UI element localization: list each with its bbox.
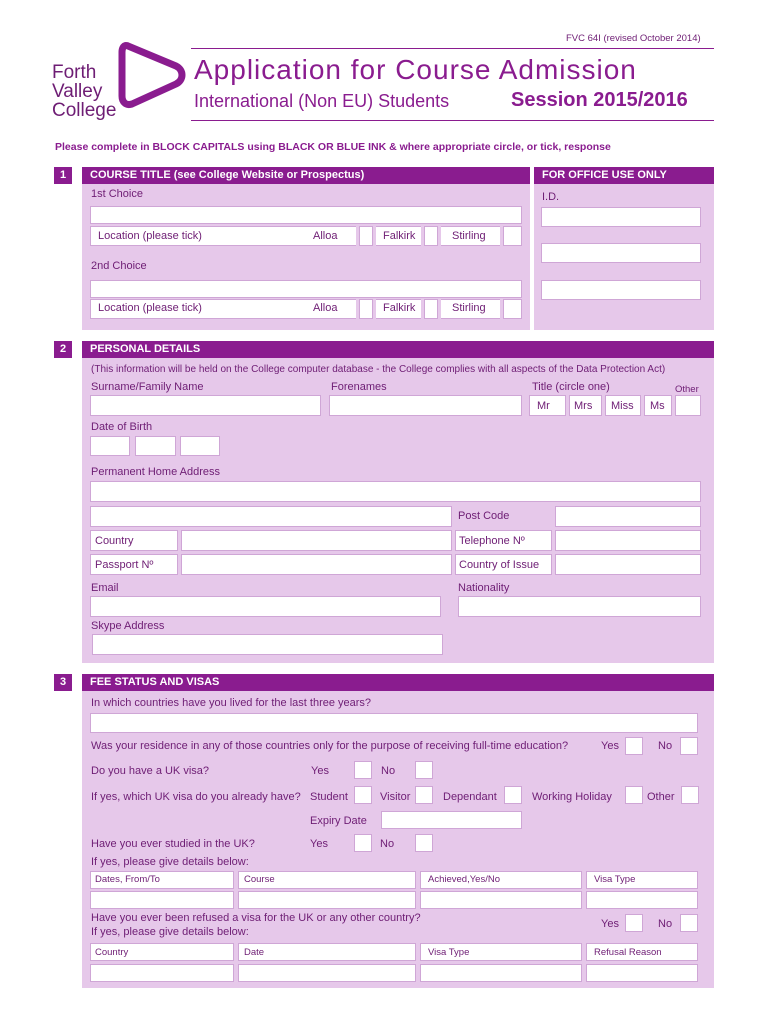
q-refused-no-label: No	[658, 918, 673, 930]
country-issue-label: Country of Issue	[459, 559, 540, 571]
telephone-input[interactable]	[555, 530, 701, 551]
second-choice-label: 2nd Choice	[91, 260, 147, 272]
details2-label: If yes, please give details below:	[91, 926, 249, 938]
details1-label: If yes, please give details below:	[91, 856, 249, 868]
alloa-label-2: Alloa	[313, 302, 338, 314]
section-2-title: PERSONAL DETAILS	[82, 341, 714, 358]
q-visa-yes-box[interactable]	[354, 761, 372, 779]
visa-student-box[interactable]	[354, 786, 372, 804]
visa-working-holiday-box[interactable]	[625, 786, 643, 804]
expiry-label: Expiry Date	[310, 815, 367, 827]
dob-day[interactable]	[90, 436, 130, 456]
study-col-achieved-label: Achieved,Yes/No	[428, 874, 501, 885]
postcode-input[interactable]	[555, 506, 701, 527]
q-studied-yes-label: Yes	[310, 838, 328, 850]
country-issue-input[interactable]	[555, 554, 701, 575]
q-residence-no-box[interactable]	[680, 737, 698, 755]
q-residence-yes-box[interactable]	[625, 737, 643, 755]
address-line-1[interactable]	[90, 481, 701, 502]
q-residence-label: Was your residence in any of those countries only for the purpose of receiving full-time education?	[91, 740, 569, 752]
visa-other-box[interactable]	[681, 786, 699, 804]
office-field-3[interactable]	[541, 280, 701, 300]
dob-month[interactable]	[135, 436, 176, 456]
section-1-title: COURSE TITLE (see College Website or Prospectus)	[82, 167, 530, 184]
q-lived-input[interactable]	[90, 713, 698, 733]
section-2-number: 2	[54, 341, 72, 358]
section-3-title: FEE STATUS AND VISAS	[82, 674, 714, 691]
address-line-2[interactable]	[90, 506, 452, 527]
visa-visitor-box[interactable]	[415, 786, 433, 804]
refusal-row-visa[interactable]	[420, 964, 582, 982]
visa-dependant-box[interactable]	[504, 786, 522, 804]
q-studied-yes-box[interactable]	[354, 834, 372, 852]
location-label-1: Location (please tick)	[98, 230, 202, 242]
postcode-label: Post Code	[458, 510, 510, 522]
skype-input[interactable]	[92, 634, 443, 655]
dob-year[interactable]	[180, 436, 220, 456]
title-label: Title (circle one)	[532, 381, 610, 393]
q-residence-yes-label: Yes	[601, 740, 619, 752]
form-code: FVC 64I (revised October 2014)	[566, 33, 701, 44]
forenames-input[interactable]	[329, 395, 522, 416]
study-col-dates-label: Dates, From/To	[95, 874, 160, 885]
data-protection-note: (This information will be held on the College computer database - the College complies with all aspects of the Data Protection Act)	[91, 364, 666, 375]
q-lived-label: In which countries have you lived for the last three years?	[91, 697, 372, 709]
logo-mark-icon	[114, 40, 186, 110]
office-id-input[interactable]	[541, 207, 701, 227]
stirling-tick-1[interactable]	[503, 226, 522, 246]
sep	[438, 299, 441, 319]
second-choice-input[interactable]	[90, 280, 522, 298]
passport-input[interactable]	[181, 554, 452, 575]
office-use-title: FOR OFFICE USE ONLY	[534, 167, 714, 184]
title-other-input[interactable]	[675, 395, 701, 416]
refusal-row-country[interactable]	[90, 964, 234, 982]
first-choice-label: 1st Choice	[91, 188, 143, 200]
q-which-label: If yes, which UK visa do you already have?	[91, 791, 301, 803]
q-refused-no-box[interactable]	[680, 914, 698, 932]
study-col-visa-label: Visa Type	[594, 874, 636, 885]
logo-text-college: College	[52, 100, 117, 121]
nationality-label: Nationality	[458, 582, 510, 594]
stirling-label-2: Stirling	[452, 302, 486, 314]
nationality-input[interactable]	[458, 596, 701, 617]
study-row-visa[interactable]	[586, 891, 698, 909]
instructions: Please complete in BLOCK CAPITALS using BLACK OR BLUE INK & where appropriate circle, or tick, response	[55, 141, 611, 153]
falkirk-tick-1[interactable]	[424, 226, 438, 246]
refusal-col-visa-label: Visa Type	[428, 947, 470, 958]
session-label: Session 2015/2016	[511, 89, 688, 111]
section-3-number: 3	[54, 674, 72, 691]
location-label-2: Location (please tick)	[98, 302, 202, 314]
q-studied-label: Have you ever studied in the UK?	[91, 838, 255, 850]
q-refused-label: Have you ever been refused a visa for the UK or any other country?	[91, 912, 421, 924]
skype-label: Skype Address	[91, 620, 165, 632]
stirling-tick-2[interactable]	[503, 299, 522, 319]
title-mr-label: Mr	[537, 400, 550, 412]
telephone-label: Telephone Nº	[459, 535, 525, 547]
refusal-col-reason-label: Refusal Reason	[594, 947, 662, 958]
forenames-label: Forenames	[331, 381, 387, 393]
study-row-achieved[interactable]	[420, 891, 582, 909]
falkirk-tick-2[interactable]	[424, 299, 438, 319]
logo-text-forth: Forth	[52, 62, 97, 83]
title-miss-label: Miss	[611, 400, 634, 412]
logo-text-valley: Valley	[52, 81, 103, 102]
title-other-label: Other	[675, 384, 699, 395]
visa-visitor-label: Visitor	[380, 791, 411, 803]
refusal-row-reason[interactable]	[586, 964, 698, 982]
first-choice-input[interactable]	[90, 206, 522, 224]
sep	[373, 226, 376, 246]
q-residence-no-label: No	[658, 740, 673, 752]
refusal-row-date[interactable]	[238, 964, 416, 982]
header-rule-bottom	[191, 120, 714, 121]
refusal-col-date	[238, 943, 416, 961]
q-refused-yes-box[interactable]	[625, 914, 643, 932]
alloa-tick-1[interactable]	[359, 226, 373, 246]
q-visa-label: Do you have a UK visa?	[91, 765, 210, 777]
section-1-number: 1	[54, 167, 72, 184]
q-refused-yes-label: Yes	[601, 918, 619, 930]
q-visa-yes-label: Yes	[311, 765, 329, 777]
stirling-label-1: Stirling	[452, 230, 486, 242]
sep	[438, 226, 441, 246]
title-ms-label: Ms	[650, 400, 665, 412]
email-label: Email	[91, 582, 119, 594]
q-visa-no-box[interactable]	[415, 761, 433, 779]
country-input[interactable]	[181, 530, 452, 551]
sep	[373, 299, 376, 319]
study-col-course-label: Course	[244, 874, 275, 885]
falkirk-label-1: Falkirk	[383, 230, 416, 242]
visa-student-label: Student	[310, 791, 348, 803]
surname-label: Surname/Family Name	[91, 381, 204, 393]
page-title: Application for Course Admission	[194, 54, 637, 85]
alloa-tick-2[interactable]	[359, 299, 373, 319]
passport-label: Passport Nº	[95, 559, 154, 571]
expiry-input[interactable]	[381, 811, 522, 829]
q-studied-no-box[interactable]	[415, 834, 433, 852]
study-row-course[interactable]	[238, 891, 416, 909]
address-label: Permanent Home Address	[91, 466, 221, 478]
surname-input[interactable]	[90, 395, 321, 416]
q-visa-no-label: No	[381, 765, 396, 777]
q-studied-no-label: No	[380, 838, 395, 850]
visa-working-holiday-label: Working Holiday	[532, 791, 612, 803]
visa-other-label: Other	[647, 791, 675, 803]
visa-dependant-label: Dependant	[443, 791, 497, 803]
dob-label: Date of Birth	[91, 421, 153, 433]
study-row-dates[interactable]	[90, 891, 234, 909]
office-field-2[interactable]	[541, 243, 701, 263]
college-logo	[52, 40, 187, 125]
refusal-col-country-label: Country	[95, 947, 129, 958]
falkirk-label-2: Falkirk	[383, 302, 416, 314]
email-input[interactable]	[90, 596, 441, 617]
page-subtitle: International (Non EU) Students	[194, 91, 450, 111]
title-mrs-label: Mrs	[574, 400, 593, 412]
alloa-label-1: Alloa	[313, 230, 338, 242]
office-id-label: I.D.	[542, 191, 560, 203]
country-label: Country	[95, 535, 134, 547]
header-rule-top	[191, 48, 714, 49]
refusal-col-date-label: Date	[244, 947, 265, 958]
